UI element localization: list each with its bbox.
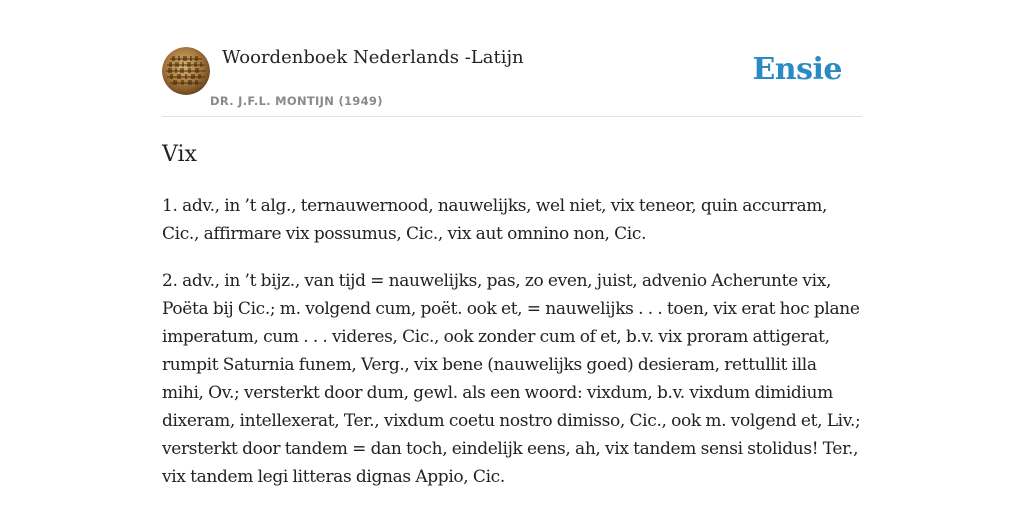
dictionary-cover-thumbnail[interactable] xyxy=(162,47,210,95)
dictionary-header xyxy=(162,44,862,117)
ensie-logo[interactable]: Ensie xyxy=(752,52,842,87)
entry-title: Vix xyxy=(162,142,197,167)
engraved-coin-image xyxy=(162,47,210,95)
dictionary-author: DR. J.F.L. MONTIJN (1949) xyxy=(210,94,383,108)
entry-paragraph-2: 2. adv., in ’t bijz., van tijd = nauwelijks, pas, zo even, juist, advenio Acherunte vix, Poëta bij Cic.; m. volgend cum, poët. ook et, = nauwelijks . . . toen, vix erat hoc plane imperatum, cum . . . videres, Cic., ook zonder cum of et, b.v. vix proram attigerat, rumpit Saturnia funem, Verg., vix bene (nauwelijks goed) desieram, rettullit illa mihi, Ov.; versterkt door dum, gewl. als een woord: vixdum, b.v. vixdum dimidium dixeram, intellexerat, Ter., vixdum coetu nostro dimisso, Cic., ook m. volgend et, Liv.; versterkt door tandem = dan toch, eindelijk eens, ah, vix tandem sensi stolidus! Ter., vix tandem legi litteras dignas Appio, Cic. xyxy=(162,271,861,487)
entry-body xyxy=(162,192,862,510)
dictionary-title[interactable]: Woordenboek Nederlands -Latijn xyxy=(222,47,524,68)
entry-paragraph-1: 1. adv., in ’t alg., ternauwernood, nauwelijks, wel niet, vix teneor, quin accurram, Cic., affirmare vix possumus, Cic., vix aut omnino non, Cic. xyxy=(162,196,828,244)
